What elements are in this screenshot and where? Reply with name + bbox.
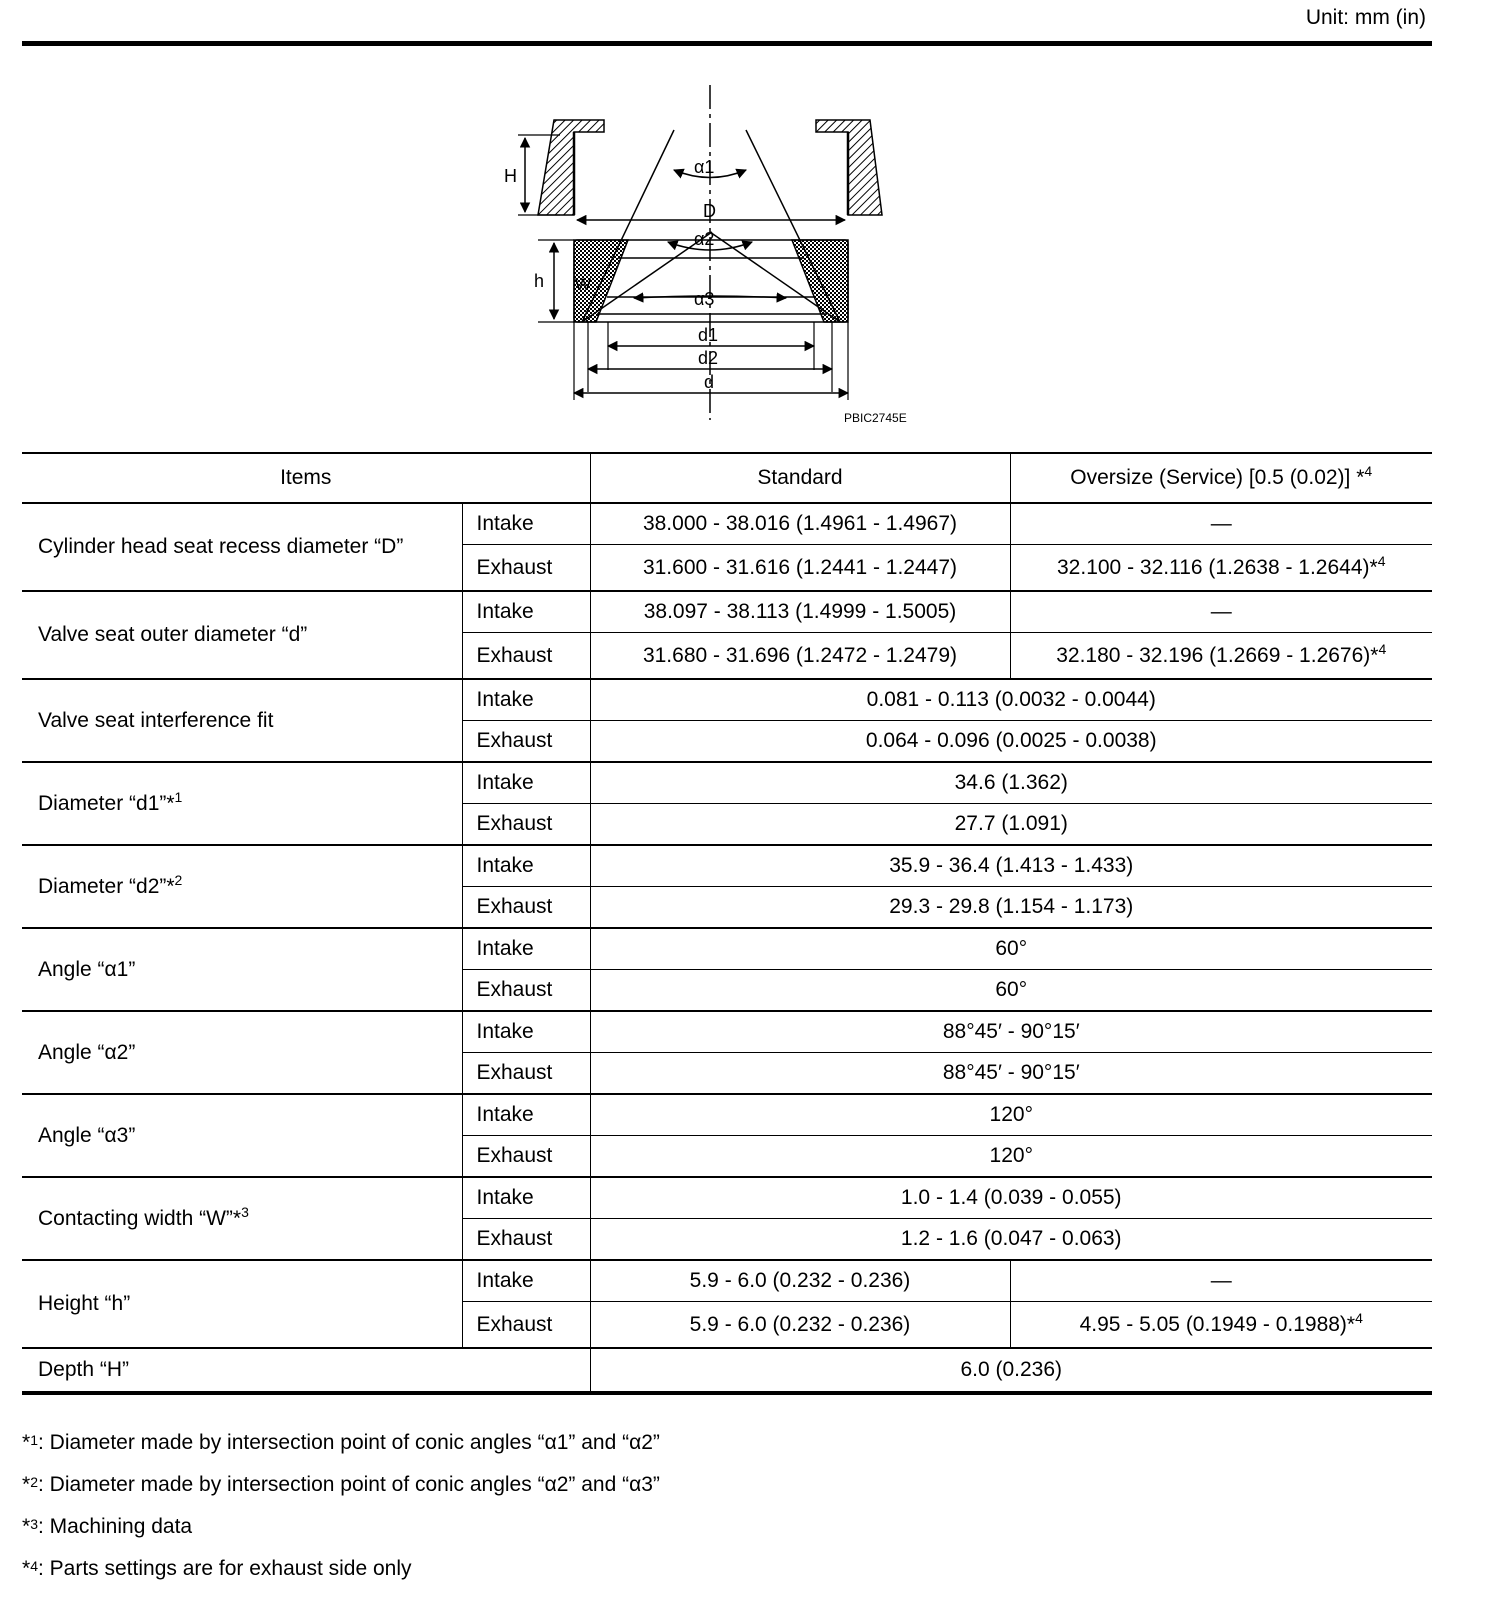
label-D: D bbox=[703, 201, 716, 221]
standard-value: 1.0 - 1.4 (0.039 - 0.055) bbox=[590, 1177, 1432, 1219]
standard-value: 0.081 - 0.113 (0.0032 - 0.0044) bbox=[590, 679, 1432, 721]
side-label: Exhaust bbox=[462, 1136, 590, 1178]
footnote: *$^1$: Diameter made by intersection point of conic angles “α1” and “α2” bbox=[22, 1431, 660, 1454]
item-name: Depth “H” bbox=[22, 1348, 590, 1393]
valve-seat-spec-table bbox=[22, 452, 1432, 1395]
item-name: Contacting width “W”*$^3$ bbox=[22, 1177, 462, 1260]
label-alpha2: α2 bbox=[694, 229, 715, 249]
oversize-value: — bbox=[1010, 503, 1432, 545]
label-alpha3: α3 bbox=[694, 289, 715, 309]
side-label: Intake bbox=[462, 1260, 590, 1302]
side-label: Exhaust bbox=[462, 721, 590, 763]
side-label: Intake bbox=[462, 928, 590, 970]
standard-value: 38.000 - 38.016 (1.4961 - 1.4967) bbox=[590, 503, 1010, 545]
label-d2: d2 bbox=[698, 348, 719, 368]
side-label: Exhaust bbox=[462, 633, 590, 680]
standard-value: 88°45′ - 90°15′ bbox=[590, 1011, 1432, 1053]
oversize-value: 32.100 - 32.116 (1.2638 - 1.2644)*$^4$ bbox=[1010, 545, 1432, 592]
standard-value: 0.064 - 0.096 (0.0025 - 0.0038) bbox=[590, 721, 1432, 763]
side-label: Intake bbox=[462, 679, 590, 721]
label-W: W bbox=[575, 275, 592, 294]
side-label: Intake bbox=[462, 1177, 590, 1219]
table-row bbox=[22, 928, 1432, 970]
standard-value: 38.097 - 38.113 (1.4999 - 1.5005) bbox=[590, 591, 1010, 633]
item-name: Angle “α2” bbox=[22, 1011, 462, 1094]
side-label: Intake bbox=[462, 845, 590, 887]
side-label: Exhaust bbox=[462, 1302, 590, 1349]
oversize-value: — bbox=[1010, 1260, 1432, 1302]
figure-code: PBIC2745E bbox=[844, 411, 907, 425]
table-row bbox=[22, 845, 1432, 887]
oversize-value: 32.180 - 32.196 (1.2669 - 1.2676)*$^4$ bbox=[1010, 633, 1432, 680]
oversize-value: — bbox=[1010, 591, 1432, 633]
standard-value: 60° bbox=[590, 928, 1432, 970]
side-label: Exhaust bbox=[462, 1053, 590, 1095]
standard-value: 120° bbox=[590, 1136, 1432, 1178]
header-items: Items bbox=[22, 453, 590, 503]
side-label: Intake bbox=[462, 1011, 590, 1053]
item-name: Cylinder head seat recess diameter “D” bbox=[22, 503, 462, 591]
side-label: Intake bbox=[462, 762, 590, 804]
table-row bbox=[22, 1011, 1432, 1053]
standard-value: 27.7 (1.091) bbox=[590, 804, 1432, 846]
label-h: h bbox=[534, 271, 545, 291]
table-row-depth bbox=[22, 1348, 1432, 1393]
item-name: Valve seat outer diameter “d” bbox=[22, 591, 462, 679]
standard-value: 60° bbox=[590, 970, 1432, 1012]
label-d1: d1 bbox=[698, 325, 719, 345]
footnotes bbox=[22, 1428, 660, 1596]
label-H: H bbox=[504, 166, 517, 186]
side-label: Intake bbox=[462, 1094, 590, 1136]
side-label: Exhaust bbox=[462, 887, 590, 929]
standard-value: 35.9 - 36.4 (1.413 - 1.433) bbox=[590, 845, 1432, 887]
standard-value: 120° bbox=[590, 1094, 1432, 1136]
oversize-value: 4.95 - 5.05 (0.1949 - 0.1988)*$^4$ bbox=[1010, 1302, 1432, 1349]
side-label: Exhaust bbox=[462, 1219, 590, 1261]
side-label: Exhaust bbox=[462, 804, 590, 846]
table-row bbox=[22, 1260, 1432, 1302]
table-row bbox=[22, 1094, 1432, 1136]
standard-value: 34.6 (1.362) bbox=[590, 762, 1432, 804]
item-name: Height “h” bbox=[22, 1260, 462, 1348]
table-row bbox=[22, 679, 1432, 721]
standard-value: 29.3 - 29.8 (1.154 - 1.173) bbox=[590, 887, 1432, 929]
valve-seat-diagram bbox=[22, 60, 1432, 450]
table-row bbox=[22, 591, 1432, 633]
standard-value: 6.0 (0.236) bbox=[590, 1348, 1432, 1393]
standard-value: 5.9 - 6.0 (0.232 - 0.236) bbox=[590, 1302, 1010, 1349]
item-name: Angle “α3” bbox=[22, 1094, 462, 1177]
side-label: Exhaust bbox=[462, 970, 590, 1012]
label-d: d bbox=[704, 372, 715, 392]
item-name: Angle “α1” bbox=[22, 928, 462, 1011]
item-name: Diameter “d2”*$^2$ bbox=[22, 845, 462, 928]
unit-label: Unit: mm (in) bbox=[1305, 6, 1426, 29]
standard-value: 88°45′ - 90°15′ bbox=[590, 1053, 1432, 1095]
head-wall-left bbox=[538, 120, 604, 215]
header-standard: Standard bbox=[590, 453, 1010, 503]
standard-value: 31.600 - 31.616 (1.2441 - 1.2447) bbox=[590, 545, 1010, 592]
header-oversize: Oversize (Service) [0.5 (0.02)] *$^4$ bbox=[1010, 453, 1432, 503]
standard-value: 5.9 - 6.0 (0.232 - 0.236) bbox=[590, 1260, 1010, 1302]
standard-value: 31.680 - 31.696 (1.2472 - 1.2479) bbox=[590, 633, 1010, 680]
table-row bbox=[22, 762, 1432, 804]
side-label: Intake bbox=[462, 503, 590, 545]
side-label: Exhaust bbox=[462, 545, 590, 592]
standard-value: 1.2 - 1.6 (0.047 - 0.063) bbox=[590, 1219, 1432, 1261]
side-label: Intake bbox=[462, 591, 590, 633]
footnote: *$^3$: Machining data bbox=[22, 1515, 193, 1538]
table-row bbox=[22, 503, 1432, 545]
table-header-row bbox=[22, 453, 1432, 503]
footnote: *$^4$: Parts settings are for exhaust side only bbox=[22, 1557, 412, 1580]
top-rule bbox=[22, 41, 1432, 46]
footnote: *$^2$: Diameter made by intersection point of conic angles “α2” and “α3” bbox=[22, 1473, 660, 1496]
table-row bbox=[22, 1177, 1432, 1219]
label-alpha1: α1 bbox=[694, 157, 715, 177]
item-name: Diameter “d1”*$^1$ bbox=[22, 762, 462, 845]
item-name: Valve seat interference fit bbox=[22, 679, 462, 762]
